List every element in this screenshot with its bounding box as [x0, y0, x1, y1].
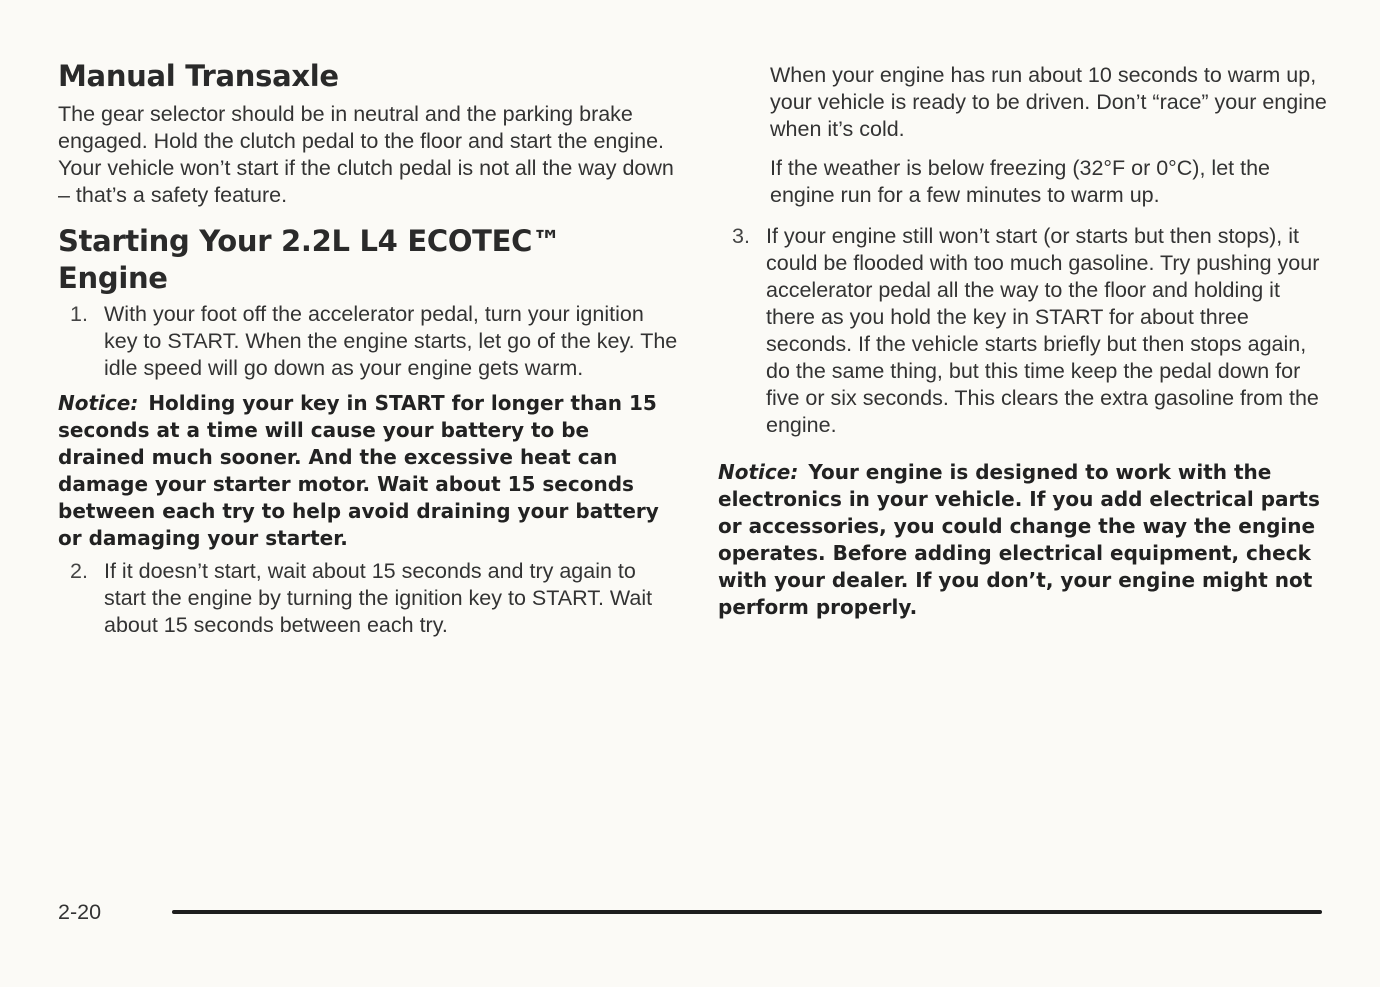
notice-label: Notice: [718, 460, 799, 484]
notice-electronics [718, 459, 1330, 621]
notice-battery [58, 390, 678, 552]
right-column [718, 62, 1330, 621]
paragraph-freezing: If the weather is below freezing (32°F or 0°C), let the engine run for a few minutes to warm up. [770, 156, 1270, 207]
paragraph-warm-up: When your engine has run about 10 seconds to warm up, your vehicle is ready to be driven. Don’t “race” your engine when it’s cold. [770, 63, 1327, 141]
notice-label: Notice: [58, 391, 139, 415]
left-column [58, 58, 678, 639]
step-2-text: If it doesn’t start, wait about 15 seconds and try again to start the engine by turning the ignition key to START. Wait about 15 seconds between each try. [104, 559, 653, 637]
step-2-number: 2. [70, 559, 88, 583]
notice-electronics-text: Your engine is designed to work with the electronics in your vehicle. If you add electrical parts or accessories, you could change the way the engine operates. Before adding electrical equipment, check with your dealer. If you don’t, your engine might not perform properly. [718, 460, 1320, 619]
heading-starting-engine: Starting Your 2.2L L4 ECOTEC™ Engine [58, 224, 561, 295]
step-1 [58, 301, 678, 382]
step-3-number: 3. [732, 224, 750, 248]
step-3 [718, 223, 1330, 439]
step-1-text: With your foot off the accelerator pedal, turn your ignition key to START. When the engine starts, let go of the key. The idle speed will go down as your engine gets warm. [104, 302, 678, 380]
footer-divider [172, 910, 1322, 914]
heading-manual-transaxle: Manual Transaxle [58, 59, 339, 93]
step-1-number: 1. [70, 302, 88, 326]
step-3-text: If your engine still won’t start (or starts but then stops), it could be flooded with too much gasoline. Try pushing your accelerator pedal all the way to the floor and holding it there as you hold the key in START for about three seconds. If the vehicle starts briefly but then stops again, do the same thing, but this time keep the pedal down for five or six seconds. This clears the extra gasoline from the engine. [766, 224, 1320, 437]
page-number: 2-20 [58, 900, 102, 924]
step-2 [58, 558, 678, 639]
paragraph-manual-transaxle: The gear selector should be in neutral and the parking brake engaged. Hold the clutch pedal to the floor and start the engine. Your vehicle won’t start if the clutch pedal is not all the way down – that’s a safety feature. [58, 102, 674, 207]
notice-battery-text: Holding your key in START for longer than 15 seconds at a time will cause your battery to be drained much sooner. And the excessive heat can damage your starter motor. Wait about 15 seconds between each try to help avoid draining your battery or damaging your starter. [58, 391, 659, 550]
